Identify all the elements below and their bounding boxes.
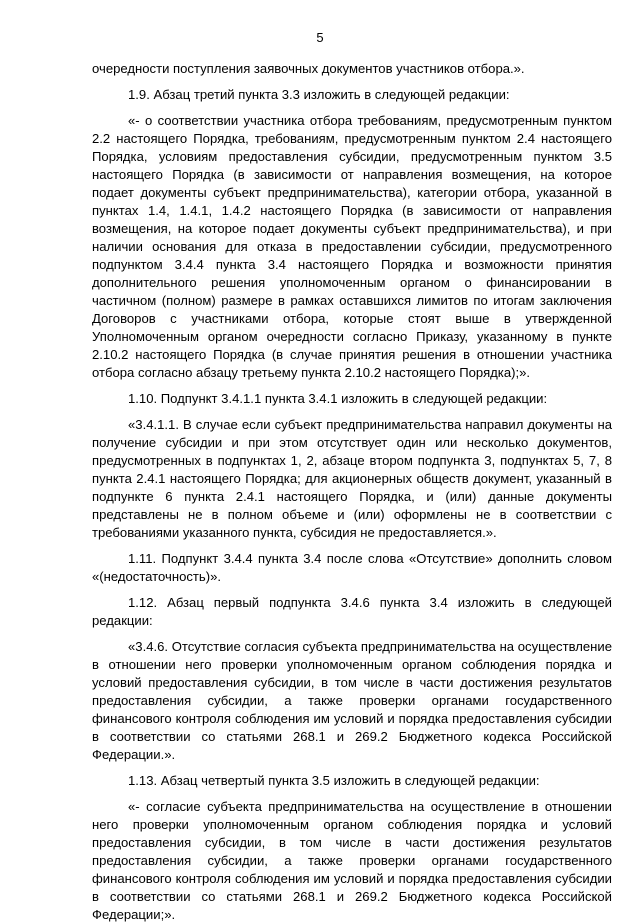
paragraph-item-1-9: 1.9. Абзац третий пункта 3.3 изложить в следующей редакции: xyxy=(128,87,510,102)
paragraph-quote-3-5: «- согласие субъекта предпринимательства на осуществление в отношении него проверки уполномоченным органом соблюдения порядка и условий предоставления субсидии, в том числе в части достижения результатов предоставления субсидии, а также проверки органами государственного финансового контроля соблюдения им условий и порядка предоставления субсидии в соответствии со статьями 268.1 и 269.2 Бюджетного кодекса Российской Федерации;». xyxy=(92,799,612,922)
paragraph-item-1-10: 1.10. Подпункт 3.4.1.1 пункта 3.4.1 изложить в следующей редакции: xyxy=(128,391,548,406)
paragraph-quote-3-3: «- о соответствии участника отбора требованиям, предусмотренным пунктом 2.2 настоящего Порядка, требованиям, предусмотренным пунктом 2.4 настоящего Порядка, условиям предоставления субсидии, предусмотренным пунктом 3.5 настоящего Порядка (в зависимости от направления возмещения, на которое подает документы субъект предпринимательства), категории отбора, указанной в пунктах 1.4, 1.4.1, 1.4.2 настоящего Порядка (в зависимости от направления возмещения, на которое подает документы субъект предпринимательства), и при наличии основания для отказа в предоставлении субсидии, предусмотренного подпунктом 3.4.4 пункта 3.4 настоящего Порядка и возможности принятия дополнительного решения уполномоченным органом о финансировании в частичном (полном) размере в рамках оставшихся лимитов по итогам заключения Договоров с участниками отбора, которые стоят выше в утвержденной Уполномоченным органом очередности согласно Приказу, указанному в пункте 2.10.2 настоящего Порядка (в случае принятия решения в отношении участника отбора согласно абзацу третьему пункта 2.10.2 настоящего Порядка);». xyxy=(92,113,612,380)
page-number: 5 xyxy=(316,30,324,45)
paragraph-item-1-13: 1.13. Абзац четвертый пункта 3.5 изложить в следующей редакции: xyxy=(128,773,540,788)
paragraph-quote-3-4-1-1: «3.4.1.1. В случае если субъект предпринимательства направил документы на получение субсидии и при этом отсутствует один или несколько документов, предусмотренных в подпунктах 1, 2, абзаце втором подпункта 3, подпунктах 5, 7, 8 пункта 2.4.1 настоящего Порядка; для акционерных обществ документ, указанный в подпункте 6 пункта 2.4.1 настоящего Порядка, и (или) данные документы представлены не в полном объеме и (или) оформлены не в соответствии с требованиями указанного пункта, субсидия не предоставляется.». xyxy=(92,417,612,540)
paragraph-item-1-12: 1.12. Абзац первый подпункта 3.4.6 пункта 3.4 изложить в следующей редакции: xyxy=(92,595,612,628)
paragraph-item-1-11: 1.11. Подпункт 3.4.4 пункта 3.4 после слова «Отсутствие» дополнить словом «(недостаточность)». xyxy=(92,551,612,584)
paragraph-quote-3-4-6: «3.4.6. Отсутствие согласия субъекта предпринимательства на осуществление в отношении него проверки уполномоченным органом соблюдения порядка и условий предоставления субсидии, в том числе в части достижения результатов предоставления субсидии, а также проверки органами государственного финансового контроля соблюдения им условий и порядка предоставления субсидии в соответствии со статьями 268.1 и 269.2 Бюджетного кодекса Российской Федерации.». xyxy=(92,639,612,762)
document-body xyxy=(92,60,612,924)
paragraph-continuation: очередности поступления заявочных документов участников отбора.». xyxy=(92,61,525,76)
